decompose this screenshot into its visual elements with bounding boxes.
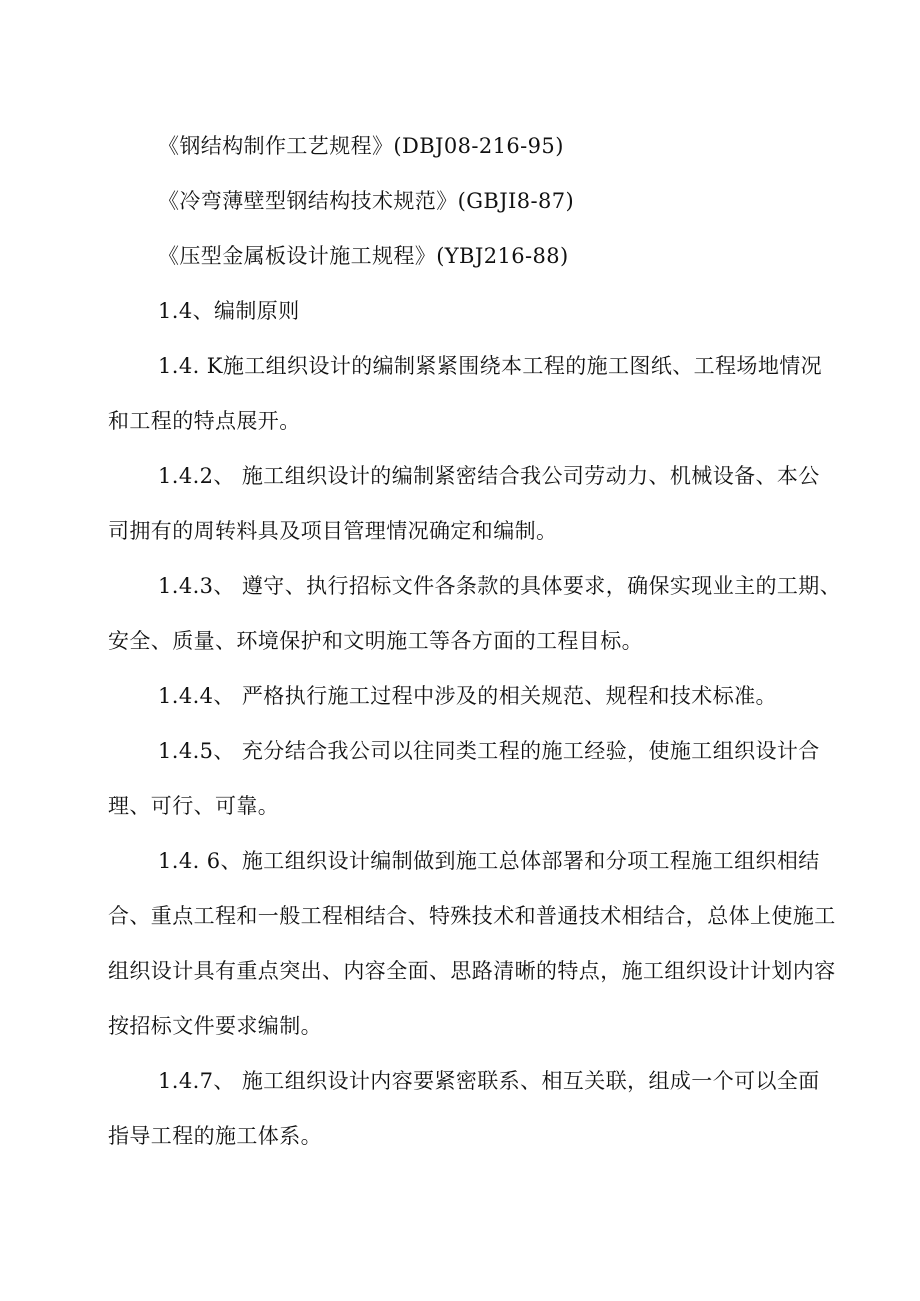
paragraph-line: 和工程的特点展开。	[108, 409, 301, 433]
paragraph-line: 理、可行、可靠。	[108, 794, 280, 818]
section-heading: 1.4、编制原则	[158, 299, 300, 323]
paragraph-line: 1.4.7、 施工组织设计内容要紧密联系、相互关联，组成一个可以全面	[158, 1069, 820, 1093]
reference-line: 《钢结构制作工艺规程》(DBJ08-216-95)	[158, 134, 564, 158]
paragraph-line: 1.4.3、 遵守、执行招标文件各条款的具体要求，确保实现业主的工期、	[158, 574, 842, 598]
paragraph-line: 安全、质量、环境保护和文明施工等各方面的工程目标。	[108, 629, 643, 653]
paragraph-line: 1.4.4、 严格执行施工过程中涉及的相关规范、规程和技术标准。	[158, 684, 777, 708]
reference-line: 《压型金属板设计施工规程》(YBJ216-88)	[158, 244, 569, 268]
paragraph-line: 1.4. K施工组织设计的编制紧紧围绕本工程的施工图纸、工程场地情况	[158, 354, 823, 378]
paragraph-line: 指导工程的施工体系。	[108, 1124, 322, 1148]
paragraph-line: 1.4. 6、施工组织设计编制做到施工总体部署和分项工程施工组织相结	[158, 849, 820, 873]
paragraph-line: 按招标文件要求编制。	[108, 1014, 322, 1038]
paragraph-line: 组织设计具有重点突出、内容全面、思路清晰的特点，施工组织设计计划内容	[108, 959, 836, 983]
reference-line: 《冷弯薄壁型钢结构技术规范》(GBJI8-87)	[158, 189, 575, 213]
paragraph-line: 司拥有的周转料具及项目管理情况确定和编制。	[108, 519, 558, 543]
paragraph-line: 合、重点工程和一般工程相结合、特殊技术和普通技术相结合，总体上使施工	[108, 904, 836, 928]
paragraph-line: 1.4.2、 施工组织设计的编制紧密结合我公司劳动力、机械设备、本公	[158, 464, 820, 488]
paragraph-line: 1.4.5、 充分结合我公司以往同类工程的施工经验，使施工组织设计合	[158, 739, 820, 763]
